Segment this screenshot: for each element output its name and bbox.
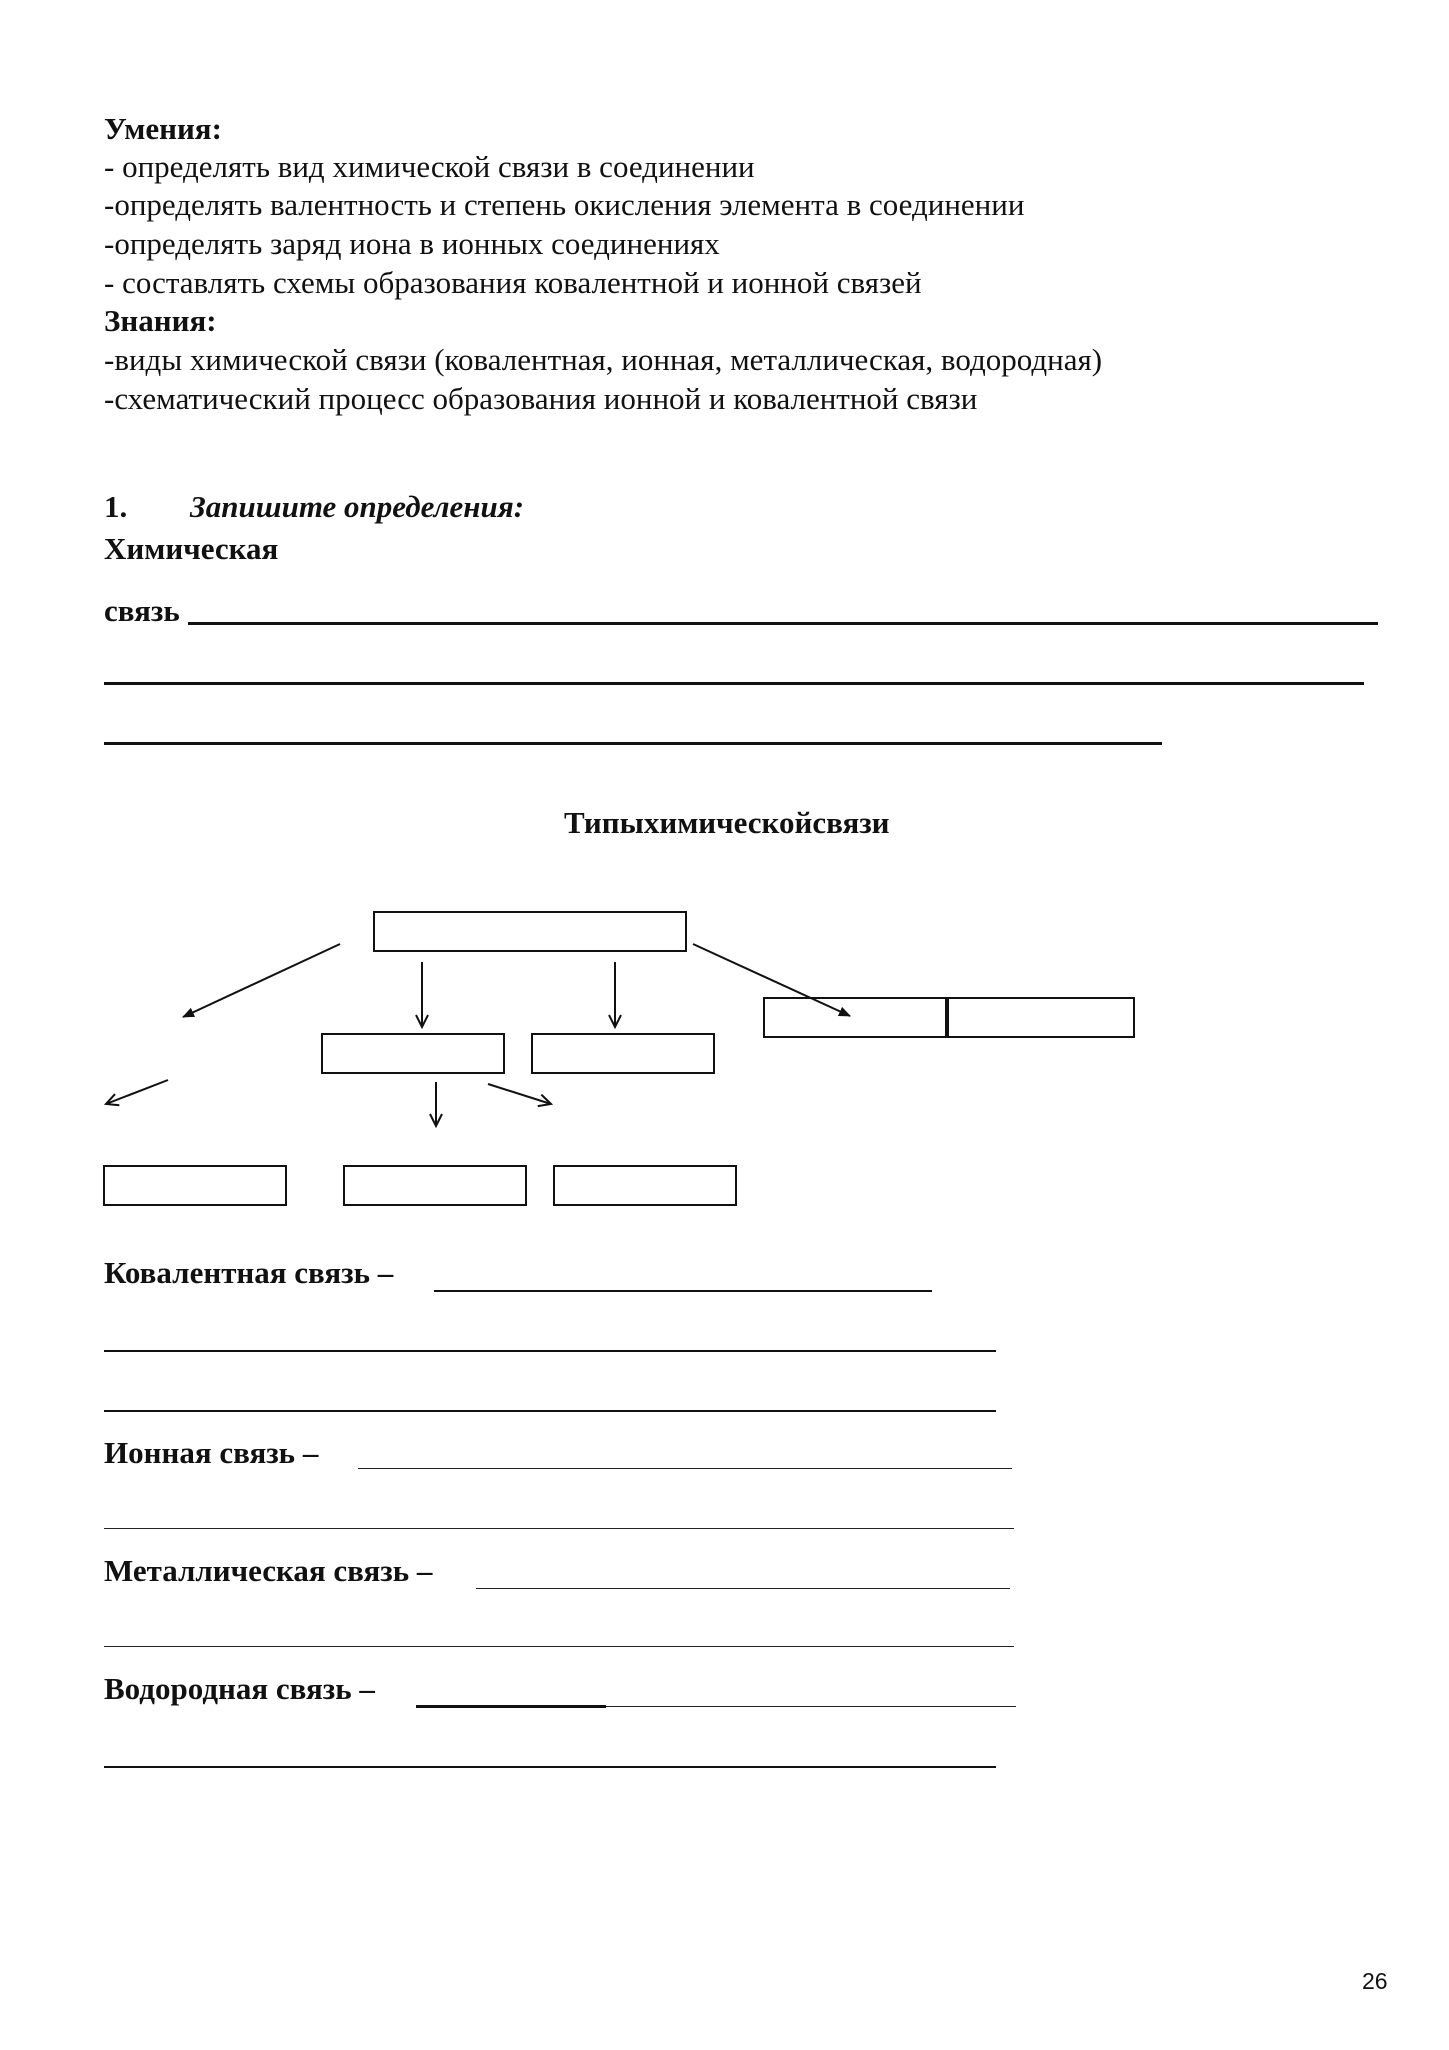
diagram-box[interactable] xyxy=(532,1034,714,1073)
knowledge-heading: Знания: xyxy=(104,303,217,338)
definition-term: Химическая xyxy=(104,531,279,566)
definition-term-covalent: Ковалентная связь – xyxy=(104,1255,394,1290)
diagram-title: Типыхимическойсвязи xyxy=(564,805,890,840)
diagram-arrow xyxy=(183,944,340,1017)
diagram-arrow xyxy=(488,1084,551,1104)
answer-line[interactable] xyxy=(434,1290,932,1292)
diagram-box[interactable] xyxy=(322,1034,504,1073)
definition-term-hydrogen: Водородная связь – xyxy=(104,1671,375,1706)
diagram-arrow xyxy=(106,1080,168,1104)
answer-line[interactable] xyxy=(104,1528,1014,1529)
knowledge-item: -схематический процесс образования ионной и ковалентной связи xyxy=(104,381,978,416)
knowledge-item: -виды химической связи (ковалентная, ионная, металлическая, водородная) xyxy=(104,342,1103,377)
task-number: 1. xyxy=(104,489,128,524)
skill-item: - составлять схемы образования ковалентной и ионной связей xyxy=(104,265,922,300)
answer-line[interactable] xyxy=(416,1705,606,1708)
answer-line[interactable] xyxy=(104,1350,996,1352)
answer-line[interactable] xyxy=(104,1646,1014,1647)
diagram-box-top[interactable] xyxy=(374,912,686,951)
skill-item: -определять заряд иона в ионных соединениях xyxy=(104,226,720,261)
definition-term: связь xyxy=(104,593,180,628)
diagram-arrow xyxy=(693,944,850,1016)
answer-line[interactable] xyxy=(104,1766,996,1768)
skill-item: -определять валентность и степень окисления элемента в соединении xyxy=(104,187,1025,222)
diagram-box[interactable] xyxy=(554,1166,736,1205)
diagram-box[interactable] xyxy=(764,998,946,1037)
answer-line[interactable] xyxy=(476,1588,1010,1589)
diagram-box[interactable] xyxy=(104,1166,286,1205)
diagram-box[interactable] xyxy=(344,1166,526,1205)
answer-line[interactable] xyxy=(606,1706,1016,1707)
answer-line[interactable] xyxy=(358,1468,1012,1469)
skill-item: - определять вид химической связи в соединении xyxy=(104,149,755,184)
definition-term-metallic: Металлическая связь – xyxy=(104,1553,433,1588)
answer-line[interactable] xyxy=(104,1410,996,1412)
diagram-box[interactable] xyxy=(948,998,1134,1037)
task-instruction: Запишите определения: xyxy=(190,489,525,524)
page-number: 26 xyxy=(1362,1968,1388,1994)
definition-term-ionic: Ионная связь – xyxy=(104,1435,319,1470)
skills-heading: Умения: xyxy=(104,111,222,146)
